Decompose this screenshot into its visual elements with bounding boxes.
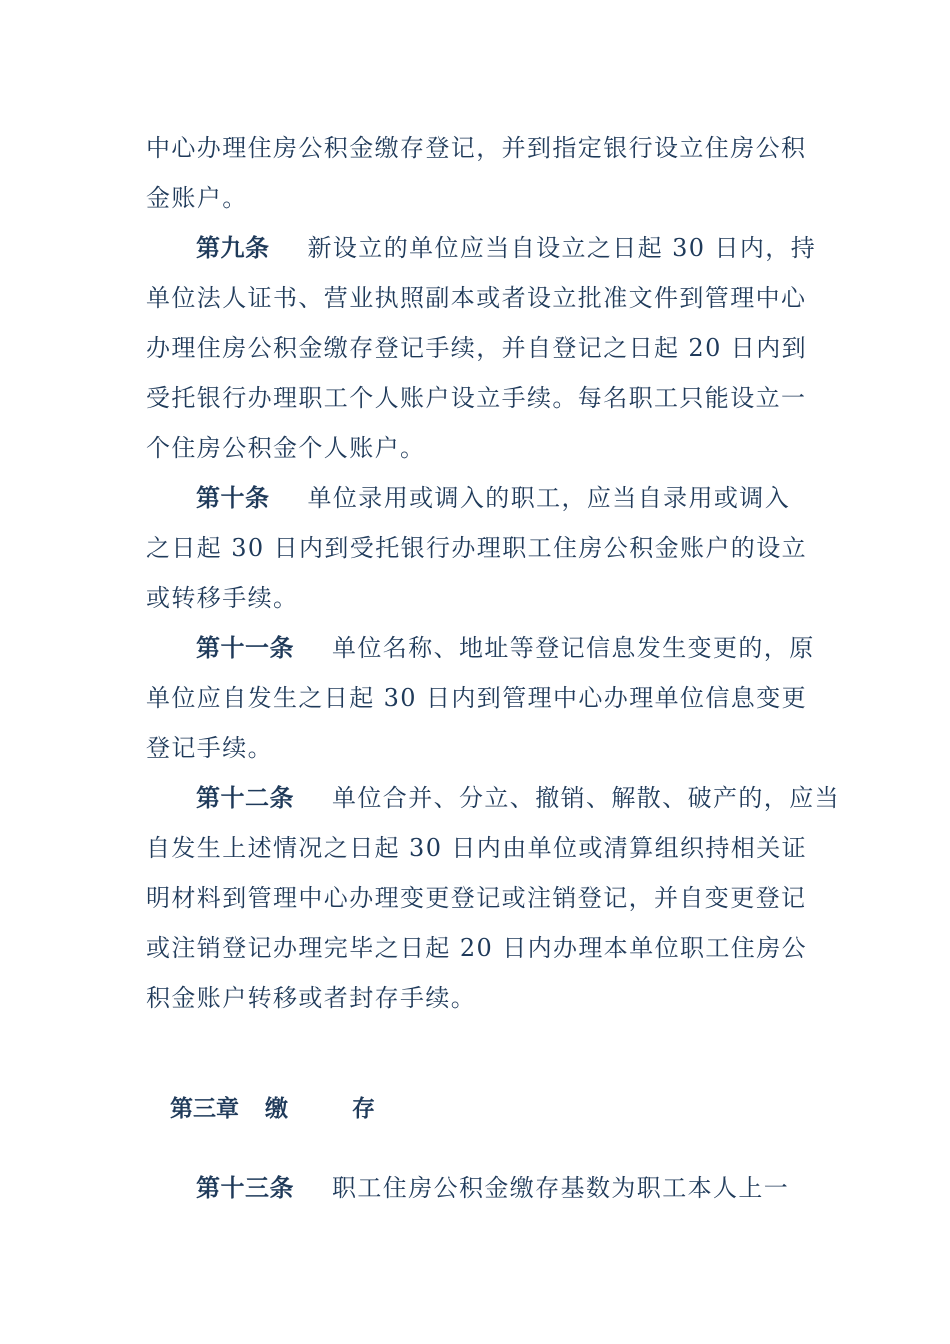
chapter-title [265,1096,375,1122]
article-9 [196,231,816,265]
text-line: 个住房公积金个人账户。 [146,434,426,462]
text-line: 积金账户转移或者封存手续。 [146,984,477,1012]
text-line: 单位应自发生之日起 30 日内到管理中心办理单位信息变更 [146,684,807,712]
text-line: 职工住房公积金缴存基数为职工本人上一 [332,1174,790,1202]
text-line: 登记手续。 [146,734,273,762]
chapter-heading [170,1092,375,1126]
text-line: 办理住房公积金缴存登记手续，并自登记之日起 20 日内到 [146,334,807,362]
chapter-number: 第三章 [170,1096,239,1122]
text-line: 中心办理住房公积金缴存登记，并到指定银行设立住房公积 [146,134,807,162]
article-10 [196,481,790,515]
chapter-title-char: 缴 [265,1096,288,1122]
article-13 [196,1171,789,1205]
text-line: 金账户。 [146,184,248,212]
article-heading: 第十一条 [196,634,294,662]
text-line: 单位合并、分立、撤销、解散、破产的，应当 [332,784,840,812]
text-line: 单位名称、地址等登记信息发生变更的，原 [332,634,815,662]
text-line: 受托银行办理职工个人账户设立手续。每名职工只能设立一 [146,384,807,412]
text-line: 单位录用或调入的职工，应当自录用或调入 [307,484,791,512]
article-heading: 第九条 [196,234,270,262]
text-line: 新设立的单位应当自设立之日起 30 日内，持 [307,234,817,262]
article-11 [196,631,815,665]
article-heading: 第十二条 [196,784,294,812]
text-line: 单位法人证书、营业执照副本或者设立批准文件到管理中心 [146,284,807,312]
article-heading: 第十条 [196,484,270,512]
text-line: 或注销登记办理完毕之日起 20 日内办理本单位职工住房公 [146,934,807,962]
article-heading: 第十三条 [196,1174,294,1202]
text-line: 明材料到管理中心办理变更登记或注销登记，并自变更登记 [146,884,807,912]
text-line: 之日起 30 日内到受托银行办理职工住房公积金账户的设立 [146,534,807,562]
text-line: 自发生上述情况之日起 30 日内由单位或清算组织持相关证 [146,834,807,862]
text-line: 或转移手续。 [146,584,299,612]
chapter-title-char: 存 [352,1096,375,1122]
article-12 [196,781,840,815]
